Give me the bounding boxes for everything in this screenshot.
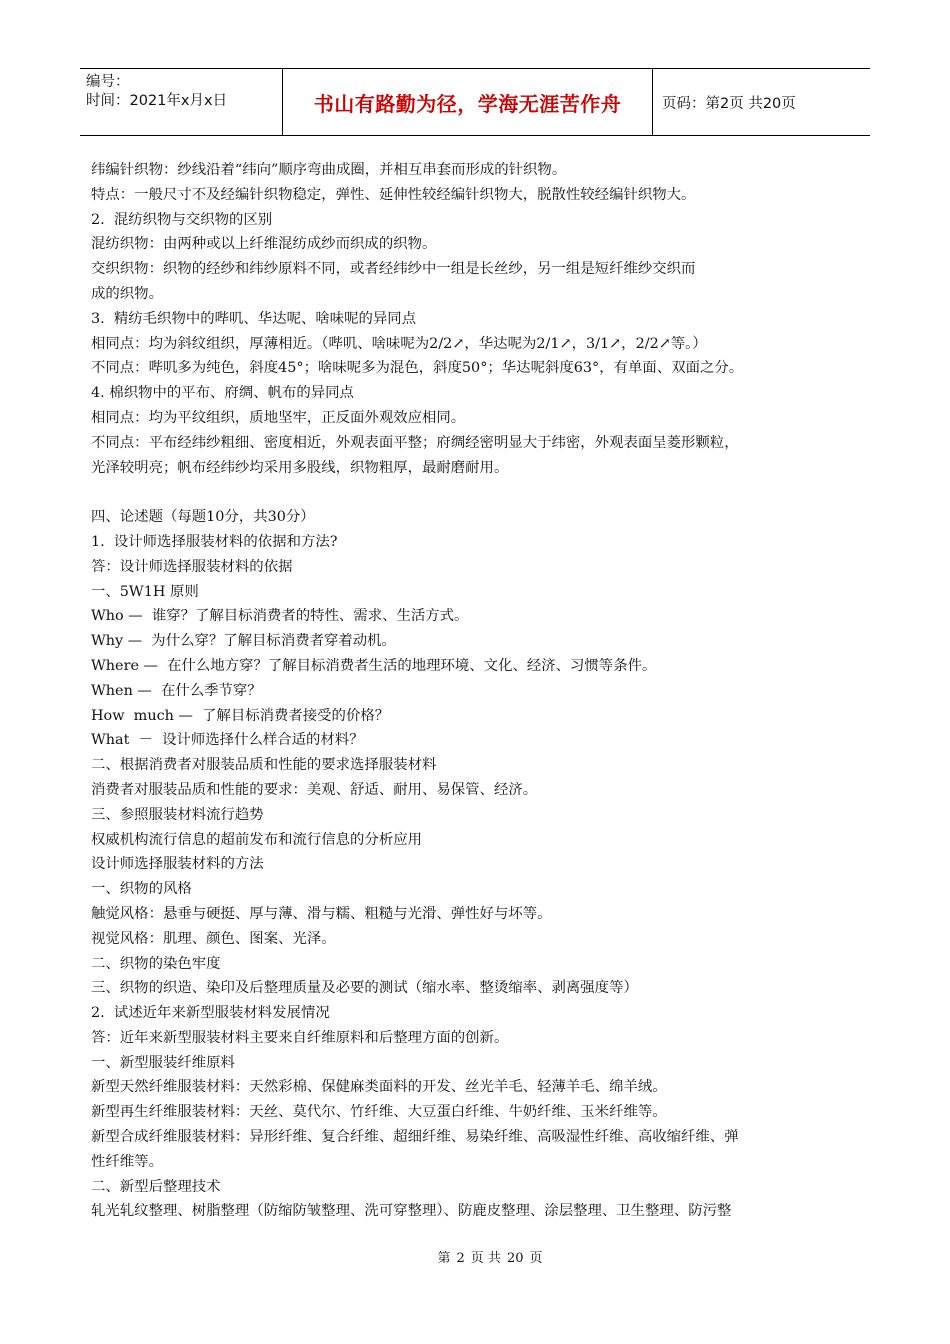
header-meta xyxy=(80,69,283,135)
text-line: 新型天然纤维服装材料：天然彩棉、保健麻类面料的开发、丝光羊毛、轻薄羊毛、绵羊绒。 xyxy=(91,1079,667,1096)
text-line: 二、根据消费者对服装品质和性能的要求选择服装材料 xyxy=(91,757,437,774)
footer-page-number: 2 xyxy=(456,1251,465,1266)
text-line: 2. 混纺织物与交织物的区别 xyxy=(91,211,273,228)
text-line: 视觉风格：肌理、颜色、图案、光泽。 xyxy=(91,930,336,947)
text-line: 一、新型服装纤维原料 xyxy=(91,1054,235,1071)
page-info: 页码：第2页 共20页 xyxy=(662,95,796,112)
text-line: 一、织物的风格 xyxy=(91,881,192,898)
text-line: 消费者对服装品质和性能的要求：美观、舒适、耐用、易保管、经济。 xyxy=(91,781,538,798)
text-line: When — 在什么季节穿？ xyxy=(91,682,262,699)
footer-total-pages: 20 xyxy=(506,1251,524,1266)
text-line: 二、织物的染色牢度 xyxy=(91,955,221,972)
text-line: How much — 了解目标消费者接受的价格？ xyxy=(91,707,390,724)
text-line: Why — 为什么穿？了解目标消费者穿着动机。 xyxy=(91,633,396,650)
text-line: 1. 设计师选择服装材料的依据和方法? xyxy=(91,533,338,550)
text-line: 特点：一般尺寸不及经编针织物稳定，弹性、延伸性较经编针织物大，脱散性较经编针织物大。 xyxy=(91,186,696,203)
text-line: 二、新型后整理技术 xyxy=(91,1178,221,1195)
text-line: 一、5W1H 原则 xyxy=(91,583,199,600)
text-line: 纬编针织物：纱线沿着“纬向”顺序弯曲成圈，并相互串套而形成的针织物。 xyxy=(91,162,567,178)
text-line: 三、织物的织造、染印及后整理质量及必要的测试（缩水率、整烫缩率、剥离强度等） xyxy=(91,980,638,997)
text-line: 答：设计师选择服装材料的依据 xyxy=(91,558,293,575)
text-line: 新型再生纤维服装材料：天丝、莫代尔、竹纤维、大豆蛋白纤维、牛奶纤维、玉米纤维等。 xyxy=(91,1104,667,1121)
text-line: Where — 在什么地方穿？了解目标消费者生活的地理环境、文化、经济、习惯等条件。 xyxy=(91,657,657,674)
text-line: 交织织物：织物的经纱和纬纱原料不同，或者经纬纱中一组是长丝纱，另一组是短纤维纱交织而 xyxy=(91,261,696,278)
text-line: 光泽较明亮；帆布经纬纱均采用多股线，织物粗厚，最耐磨耐用。 xyxy=(91,459,509,476)
text-line: 2. 试述近年来新型服装材料发展情况 xyxy=(91,1005,330,1022)
text-line: 相同点：均为平纹组织，质地坚牢，正反面外观效应相同。 xyxy=(91,409,466,426)
page-header xyxy=(80,68,870,136)
text-line: 成的织物。 xyxy=(91,285,163,302)
document-body xyxy=(91,158,881,1224)
footer-mid: 页 共 xyxy=(470,1251,501,1266)
text-line: Who — 谁穿？了解目标消费者的特性、需求、生活方式。 xyxy=(91,608,469,625)
text-line: 四、论述题（每题10分，共30分） xyxy=(91,509,315,526)
blank-line xyxy=(91,480,881,505)
text-line: 性纤维等。 xyxy=(91,1153,163,1170)
text-line: 混纺织物：由两种或以上纤维混纺成纱而织成的织物。 xyxy=(91,236,437,253)
time-label: 时间：2021年x月x日 xyxy=(86,93,228,109)
text-line: 权威机构流行信息的超前发布和流行信息的分析应用 xyxy=(91,831,422,848)
text-line: 不同点：平布经纬纱粗细、密度相近，外观表面平整；府绸经密明显大于纬密，外观表面呈菱形颗粒， xyxy=(91,434,739,451)
text-line: 不同点：哔叽多为纯色，斜度45°；啥味呢多为混色，斜度50°；华达呢斜度63°，有单面、双面之分。 xyxy=(91,360,744,377)
text-line: 3. 精纺毛织物中的哔叽、华达呢、啥味呢的异同点 xyxy=(91,310,417,327)
text-line: 触觉风格：悬垂与硬挺、厚与薄、滑与糯、粗糙与光滑、弹性好与坏等。 xyxy=(91,905,552,922)
text-line: 答：近年来新型服装材料主要来自纤维原料和后整理方面的创新。 xyxy=(91,1029,509,1046)
text-line: 轧光轧纹整理、树脂整理（防缩防皱整理、洗可穿整理）、防鹿皮整理、涂层整理、卫生整理、防污整 xyxy=(91,1203,732,1220)
text-line: 4. 棉织物中的平布、府绸、帆布的异同点 xyxy=(91,385,354,402)
text-line: What － 设计师选择什么样合适的材料？ xyxy=(91,732,364,749)
footer-suffix: 页 xyxy=(529,1251,543,1266)
text-line: 设计师选择服装材料的方法 xyxy=(91,856,264,873)
text-line: 新型合成纤维服装材料：异形纤维、复合纤维、超细纤维、易染纤维、高吸湿性纤维、高收缩纤维、弹 xyxy=(91,1129,739,1146)
header-page-info xyxy=(653,69,870,135)
page-footer xyxy=(0,1247,950,1266)
motto: 书山有路勤为径，学海无涯苦作舟 xyxy=(313,91,622,116)
text-line: 三、参照服装材料流行趋势 xyxy=(91,806,264,823)
text-line: 相同点：均为斜纹组织，厚薄相近。（哔叽、啥味呢为2/2↗，华达呢为2/1↗，3/1↗，2/2↗等。） xyxy=(91,335,707,352)
serial-label: 编号： xyxy=(86,74,130,90)
header-motto-cell xyxy=(283,69,653,135)
footer-prefix: 第 xyxy=(437,1251,451,1266)
